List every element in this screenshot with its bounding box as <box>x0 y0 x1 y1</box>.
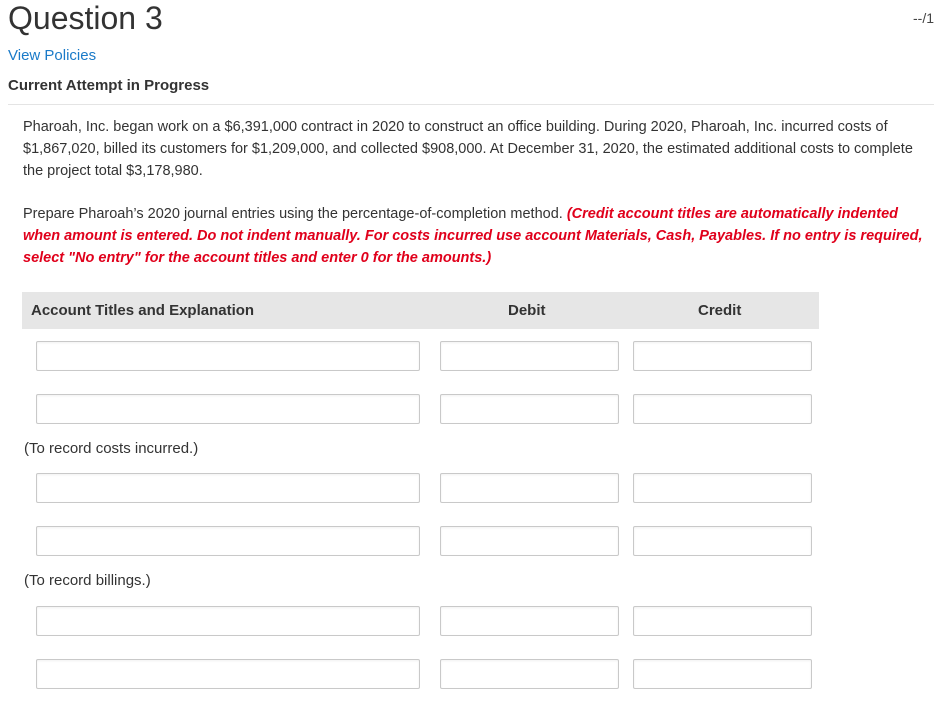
question-text: Pharoah, Inc. began work on a $6,391,000 contract in 2020 to construct an office building. During 2020, Pharoah, Inc. incurred costs of $1,867,020, billed its customers for $1,209,000, and collected $908,000. At December 31, 2020, the estimated additional costs to complete the project total $3,178,980. <box>23 119 913 179</box>
credit-amount-input[interactable] <box>633 526 812 556</box>
credit-amount-input[interactable] <box>633 606 812 636</box>
account-title-input[interactable] <box>36 526 420 556</box>
debit-amount-input[interactable] <box>440 526 619 556</box>
debit-amount-input[interactable] <box>440 473 619 503</box>
journal-table-header <box>22 292 819 329</box>
debit-amount-input[interactable] <box>440 606 619 636</box>
account-title-input[interactable] <box>36 659 420 689</box>
account-title-input[interactable] <box>36 606 420 636</box>
debit-amount-input[interactable] <box>440 341 619 371</box>
credit-amount-input[interactable] <box>633 473 812 503</box>
divider <box>8 104 934 105</box>
costs-incurred-caption: (To record costs incurred.) <box>24 440 199 457</box>
credit-column-header: Credit <box>698 302 742 319</box>
question-title: Question 3 <box>8 0 163 36</box>
view-policies-link[interactable]: View Policies <box>8 47 97 64</box>
account-title-input[interactable] <box>36 473 420 503</box>
account-column-header: Account Titles and Explanation <box>31 302 255 319</box>
debit-amount-input[interactable] <box>440 659 619 689</box>
billings-caption: (To record billings.) <box>24 572 151 589</box>
instruction-paragraph <box>23 203 923 269</box>
attempt-status: Current Attempt in Progress <box>8 77 210 94</box>
account-title-input[interactable] <box>36 341 420 371</box>
instruction-note: (Credit account titles are automatically indented when amount is entered. Do not indent manually. For costs incurred use account Materials, Cash, Payables. If no entry is required, select "No entry" for the account titles and enter 0 for the amounts.) <box>23 206 923 266</box>
debit-amount-input[interactable] <box>440 394 619 424</box>
instruction-text: Prepare Pharoah’s 2020 journal entries using the percentage-of-completion method. <box>23 206 563 222</box>
credit-amount-input[interactable] <box>633 341 812 371</box>
credit-amount-input[interactable] <box>633 394 812 424</box>
score-indicator: --/1 <box>913 10 934 26</box>
debit-column-header: Debit <box>508 302 546 319</box>
account-title-input[interactable] <box>36 394 420 424</box>
credit-amount-input[interactable] <box>633 659 812 689</box>
